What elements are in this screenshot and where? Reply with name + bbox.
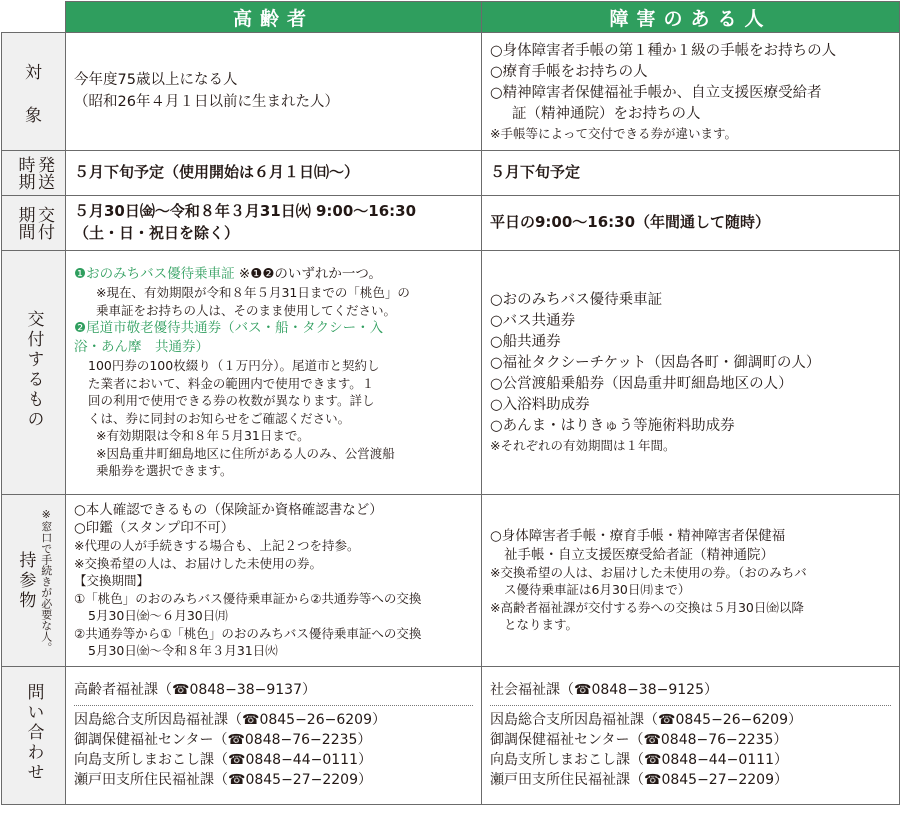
label-target: 対 象 xyxy=(2,33,66,151)
row-issue-period xyxy=(2,196,900,251)
issue-period-disabled: 平日の9:00～16:30（年間通して随時） xyxy=(482,196,900,251)
items-disabled: ○おのみちバス優待乗車証 ○バス共通券 ○船共通券 ○福祉タクシーチケット（因島各町・御調町の人） ○公営渡船乗船券（因島重井町細島地区の人） ○入浴料助成券 ○あんま・はりきゅう等施術料助成券 ※それぞれの有効期間は１年間。 xyxy=(482,251,900,495)
label-issue-period: 期間 交付 xyxy=(2,196,66,251)
label-bring: 持参物 ※窓口で手続きが必要な人。 xyxy=(2,495,66,667)
row-target xyxy=(2,33,900,151)
benefit-table xyxy=(1,1,900,805)
row-bring xyxy=(2,495,900,667)
shipping-elderly: ５月下旬予定（使用開始は６月１日㈰～） xyxy=(66,151,482,196)
bring-elderly: ○本人確認できるもの（保険証か資格確認書など） ○印鑑（スタンプ印不可） ※代理の人が手続きする場合も、上記２つを持参。 ※交換希望の人は、お届けした未使用の券。 【交換期間】 ①「桃色」のおのみちバス優待乗車証から②共通券等への交換 5月30日㈮～６月30日㈪ ②共通券等から①「桃色」のおのみちバス優待乗車証への交換 5月30日㈮～令和８年３月31日㈫ xyxy=(66,495,482,667)
shipping-disabled: ５月下旬予定 xyxy=(482,151,900,196)
contact-disabled: 社会福祉課（☎0848−38−9125） 因島総合支所因島福祉課（☎0845−26−6209） 御調保健福祉センター（☎0848−76−2235） 向島支所しまおこし課（☎0848−44−0111） 瀬戸田支所住民福祉課（☎0845−27−2209） xyxy=(482,667,900,805)
row-items xyxy=(2,251,900,495)
option-1-title: ❶おのみちバス優待乗車証 xyxy=(74,266,235,283)
target-disabled: ○身体障害者手帳の第１種か１級の手帳をお持ちの人 ○療育手帳をお持ちの人 ○精神障害者保健福祉手帳か、自立支援医療受給者 証（精神通院）をお持ちの人 ※手帳等によって交付できる券が違います。 xyxy=(482,33,900,151)
contact-elderly: 高齢者福祉課（☎0848−38−9137） 因島総合支所因島福祉課（☎0845−26−6209） 御調保健福祉センター（☎0848−76−2235） 向島支所しまおこし課（☎0848−44−0111） 瀬戸田支所住民福祉課（☎0845−27−2209） xyxy=(66,667,482,805)
items-elderly: ❶おのみちバス優待乗車証 ※❶❷のいずれか一つ。 ※現在、有効期限が令和８年５月31日までの「桃色」の 乗車証をお持ちの人は、そのまま使用してください。 ❷尾道市敬老優待共通券（バス・船・タクシー・入 浴・あん摩 共通券） 100円券の100枚綴り（１万円分）。尾道市と契約し た業者において、料金の範囲内で使用できます。１ 回の利用で使用できる券の枚数が異なります。詳し くは、券に同封のお知らせをご確認ください。 ※有効期限は令和８年５月31日まで。 ※因島重井町細島地区に住所がある人のみ、公営渡船 乗船券を選択できます。 xyxy=(66,251,482,495)
label-shipping: 時期 発送 xyxy=(2,151,66,196)
label-items: 交付するもの xyxy=(2,251,66,495)
row-shipping xyxy=(2,151,900,196)
header-elderly: 高齢者 xyxy=(66,2,482,33)
bring-disabled: ○身体障害者手帳・療育手帳・精神障害者保健福 祉手帳・自立支援医療受給者証（精神通院） ※交換希望の人は、お届けした未使用の券。（おのみちバ ス優待乗車証は6月30日㈪まで） ※高齢者福祉課が交付する券への交換は５月30日㈮以降 となります。 xyxy=(482,495,900,667)
header-row xyxy=(2,2,900,33)
row-contact xyxy=(2,667,900,805)
issue-period-elderly: ５月30日㈮～令和８年３月31日㈫ 9:00～16:30 （土・日・祝日を除く） xyxy=(66,196,482,251)
header-disabled: 障害のある人 xyxy=(482,2,900,33)
label-contact: 問い合わせ xyxy=(2,667,66,805)
target-elderly: 今年度75歳以上になる人 （昭和26年４月１日以前に生まれた人） xyxy=(66,33,482,151)
option-2-title: ❷尾道市敬老優待共通券（バス・船・タクシー・入 xyxy=(74,320,384,337)
